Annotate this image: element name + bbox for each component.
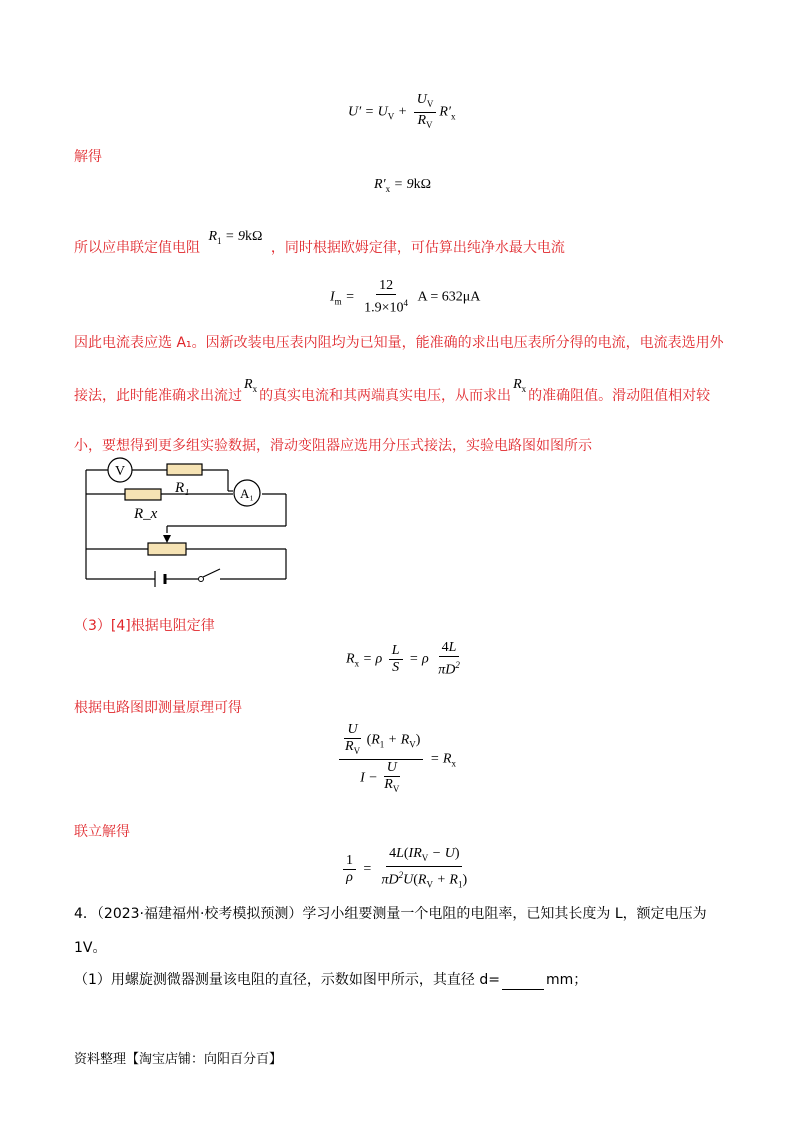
voltmeter-label: V (114, 464, 126, 479)
footer-source: 资料整理【淘宝店铺：向阳百分百】 (74, 1052, 283, 1067)
rheostat-slider-arrow (163, 535, 171, 543)
resistor-rx (125, 489, 161, 500)
question4-line2: 1V。 (74, 940, 107, 956)
inline-r1: $R_1 = 9k\Omega$ (208, 229, 263, 246)
rheostat (148, 543, 186, 555)
resistor-r1 (167, 464, 202, 475)
equation-measurement: $\frac{U}{R_V}$ $(R_1 + R_V)$ I − $\frac{U}{R_V}$ = $R_x$ (336, 722, 456, 797)
resistor-rx-label: R_x (134, 506, 158, 522)
equation-u-prime: $U' = U_V$ + $\frac{U_V}{R_V}$ $R'_x$ (348, 92, 456, 130)
label-lianli: 联立解得 (74, 824, 130, 840)
answer-blank (502, 975, 544, 990)
label-jiede: 解得 (74, 149, 102, 165)
para-ammeter-line2: 接法，此时能准确求出流过$R_x$ 的真实电流和其两端真实电压，从而求出$R_x$ 的准确阻值。滑动阻值相对较 (74, 377, 711, 404)
question4-sub1: （1）用螺旋测微器测量该电阻的直径，示数如图甲所示，其直径 d= mm； (74, 972, 588, 988)
part3-heading: （3）[4]根据电阻定律 (74, 618, 215, 634)
para-ammeter-line1: 因此电流表应选 A₁。因新改装电压表内阻均为已知量，能准确的求出电压表所分得的电流，电流表选用外 (74, 335, 724, 351)
para-measurement-principle: 根据电路图即测量原理可得 (74, 700, 242, 716)
question4-line1: 4．（2023·福建福州·校考模拟预测）学习小组要测量一个电阻的电阻率，已知其长度为 L，额定电压为 (74, 906, 707, 922)
para-series-resistor: 所以应串联定值电阻 $R_1 = 9k\Omega$ ，同时根据欧姆定律，可估算出纯净水最大电流 (74, 229, 565, 256)
equation-resistance-law: $R_x = \rho$ $\frac{L}{S}$ = ρ $\frac{4L}{\pi D^2}$ (346, 640, 460, 678)
para-ammeter-line3: 小，要想得到更多组实验数据，滑动变阻器应选用分压式接法，实验电路图如图所示 (74, 438, 592, 454)
resistor-r1-label: R₁ (175, 480, 190, 496)
circuit-diagram (70, 455, 300, 590)
switch-icon (199, 577, 204, 582)
equation-rx-prime: $R'_x = 9k\Omega$ (374, 177, 431, 194)
equation-resistivity: $\frac{1}{\rho}$ = $\frac{4L(IR_V - U)}{\pi D^2U(R_V + R_1)}$ (340, 846, 473, 892)
ammeter-label: A₁ (240, 486, 254, 501)
equation-im: $I_m$ = $\frac{12}{1.9\times 10^4}$ A = 632μA (330, 278, 481, 316)
